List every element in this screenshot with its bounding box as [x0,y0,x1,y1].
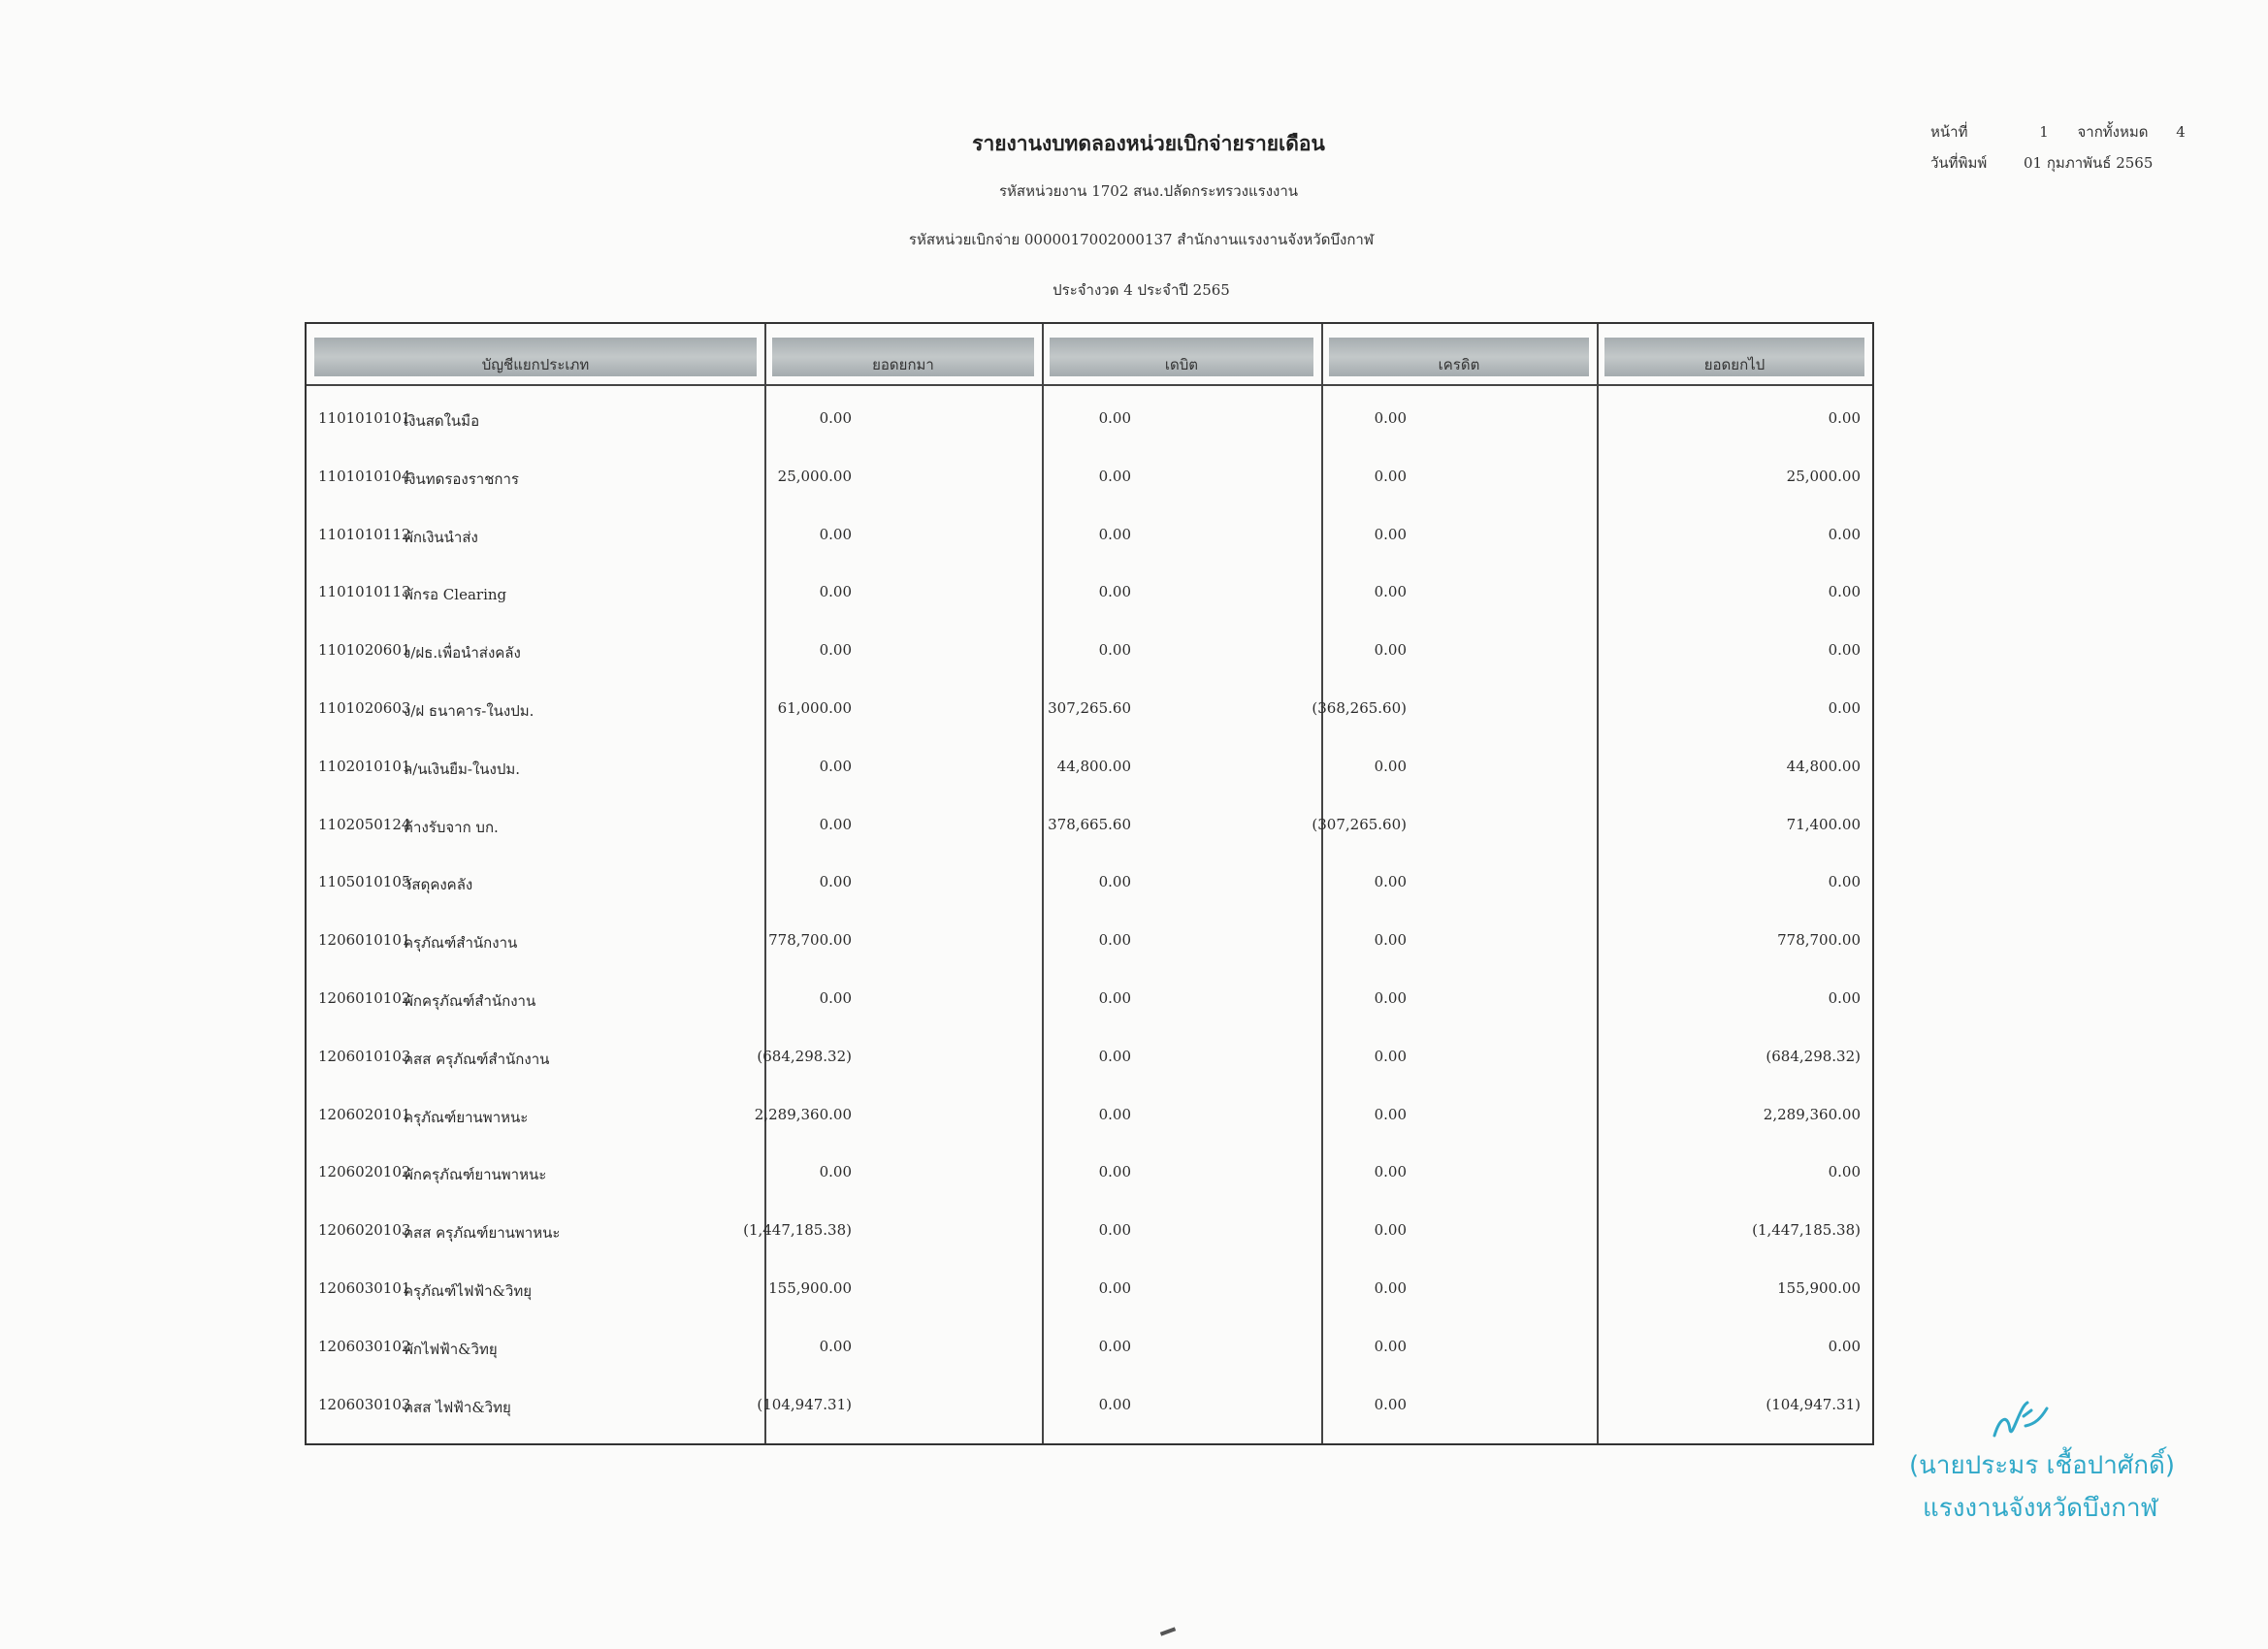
debit-amount: 0.00 [1098,468,1131,485]
account-code: 1206010101 [318,931,411,949]
credit-amount: 0.00 [1374,758,1407,775]
opening-balance: 0.00 [819,641,852,659]
opening-balance: 61,000.00 [777,699,852,717]
disbursing-unit-line: รหัสหน่วยเบิกจ่าย 0000017002000137 สำนักงานแรงงานจังหวัดบึงกาฬ [908,231,1375,248]
table-row [307,1106,1872,1145]
credit-amount: 0.00 [1374,931,1407,949]
table-row [307,989,1872,1028]
agency-line: รหัสหน่วยงาน 1702 สนง.ปลัดกระทรวงแรงงาน [998,182,1299,200]
closing-balance: 0.00 [1828,873,1861,890]
table-row [307,758,1872,796]
account-code: 1101010113 [318,583,411,600]
table-row [307,526,1872,565]
account-code: 1206010102 [318,989,411,1007]
debit-amount: 0.00 [1098,931,1131,949]
table-row [307,931,1872,970]
table-row [307,816,1872,855]
table-row [307,1048,1872,1086]
account-name: ครุภัณฑ์ยานพาหนะ [404,1109,529,1126]
credit-amount: 0.00 [1374,1048,1407,1065]
account-code: 1101020601 [318,641,411,659]
credit-amount: 0.00 [1374,1221,1407,1239]
debit-amount: 0.00 [1098,1163,1131,1180]
report-title: รายงานงบทดลองหน่วยเบิกจ่ายรายเดือน [972,131,1325,155]
account-code: 1101020603 [318,699,411,717]
debit-amount: 0.00 [1098,1396,1131,1413]
opening-balance: (104,947.31) [757,1396,852,1413]
opening-balance: 0.00 [819,1163,852,1180]
opening-balance: 0.00 [819,758,852,775]
print-date-label: วันที่พิมพ์ [1930,154,1988,172]
total-pages-label: จากทั้งหมด [2077,123,2149,141]
closing-balance: 155,900.00 [1777,1279,1861,1297]
debit-amount: 0.00 [1098,641,1131,659]
debit-amount: 0.00 [1098,1221,1131,1239]
table-row [307,699,1872,738]
table-row [307,583,1872,622]
debit-amount: 0.00 [1098,1338,1131,1355]
scan-artifact [1160,1627,1176,1635]
signatory-name: (นายประมร เชื้อปาศักดิ์) [1909,1451,2176,1480]
account-code: 1101010104 [318,468,411,485]
credit-amount: 0.00 [1374,468,1407,485]
credit-amount: 0.00 [1374,526,1407,543]
closing-balance: 0.00 [1828,989,1861,1007]
opening-balance: 25,000.00 [777,468,852,485]
account-name: เงินสดในมือ [404,412,480,430]
account-code: 1102010101 [318,758,411,775]
print-date: 01 กุมภาพันธ์ 2565 [2024,154,2154,172]
closing-balance: 0.00 [1828,526,1861,543]
account-name: ง/ฝธ.เพื่อนำส่งคลัง [404,644,521,662]
table-row [307,1279,1872,1318]
opening-balance: 0.00 [819,1338,852,1355]
account-code: 1206020102 [318,1163,411,1180]
table-row [307,468,1872,506]
page-number: 1 [2039,123,2049,141]
signature-block [1909,1410,2210,1527]
closing-balance: 2,289,360.00 [1763,1106,1861,1123]
closing-balance: 0.00 [1828,409,1861,427]
signature-mark [1987,1397,2055,1445]
debit-amount: 0.00 [1098,1048,1131,1065]
table-row [307,641,1872,680]
account-name: คสส ครุภัณฑ์สำนักงาน [404,1051,550,1068]
opening-balance: (1,447,185.38) [743,1221,852,1239]
opening-balance: 778,700.00 [768,931,852,949]
account-name: พักเงินนำส่ง [404,529,478,546]
debit-amount: 0.00 [1098,583,1131,600]
column-header-opening: ยอดยกมา [772,338,1034,376]
account-code: 1206020103 [318,1221,411,1239]
opening-balance: 155,900.00 [768,1279,852,1297]
account-code: 1206010103 [318,1048,411,1065]
table-row [307,1163,1872,1202]
table-row [307,1221,1872,1260]
credit-amount: (368,265.60) [1312,699,1407,717]
closing-balance: (1,447,185.38) [1752,1221,1861,1239]
debit-amount: 0.00 [1098,873,1131,890]
signatory-title: แรงงานจังหวัดบึงกาฬ [1923,1494,2158,1523]
account-name: ครุภัณฑ์ไฟฟ้า&วิทยุ [404,1282,533,1300]
account-name: พักไฟฟ้า&วิทยุ [404,1341,498,1358]
column-header-credit: เครดิต [1329,338,1589,376]
opening-balance: (684,298.32) [757,1048,852,1065]
closing-balance: 0.00 [1828,1338,1861,1355]
credit-amount: 0.00 [1374,873,1407,890]
debit-amount: 0.00 [1098,1279,1131,1297]
closing-balance: 71,400.00 [1786,816,1861,833]
table-row [307,1338,1872,1376]
credit-amount: 0.00 [1374,409,1407,427]
account-code: 1102050124 [318,816,411,833]
account-code: 1105010105 [318,873,411,890]
closing-balance: (104,947.31) [1766,1396,1861,1413]
table-row [307,873,1872,912]
account-name: วัสดุคงคลัง [404,876,473,893]
opening-balance: 2,289,360.00 [754,1106,852,1123]
credit-amount: (307,265.60) [1312,816,1407,833]
credit-amount: 0.00 [1374,1279,1407,1297]
credit-amount: 0.00 [1374,1396,1407,1413]
credit-amount: 0.00 [1374,641,1407,659]
opening-balance: 0.00 [819,409,852,427]
account-name: เงินทดรองราชการ [404,470,519,488]
opening-balance: 0.00 [819,989,852,1007]
credit-amount: 0.00 [1374,1338,1407,1355]
debit-amount: 0.00 [1098,1106,1131,1123]
account-code: 1206030101 [318,1279,411,1297]
account-name: ล/นเงินยืม-ในงปม. [404,760,521,778]
closing-balance: 0.00 [1828,583,1861,600]
header-rule [307,384,1872,386]
page-label: หน้าที่ [1930,123,1968,141]
debit-amount: 44,800.00 [1056,758,1131,775]
closing-balance: 778,700.00 [1777,931,1861,949]
credit-amount: 0.00 [1374,1163,1407,1180]
report-header [0,128,2268,302]
account-code: 1206030103 [318,1396,411,1413]
account-name: ค้างรับจาก บก. [404,819,499,836]
credit-amount: 0.00 [1374,583,1407,600]
account-name: ง/ฝ ธนาคาร-ในงปม. [404,702,535,720]
column-header-closing: ยอดยกไป [1604,338,1864,376]
closing-balance: 25,000.00 [1786,468,1861,485]
debit-amount: 378,665.60 [1048,816,1131,833]
closing-balance: 0.00 [1828,1163,1861,1180]
column-header-debit: เดบิต [1050,338,1313,376]
opening-balance: 0.00 [819,816,852,833]
trial-balance-table [305,322,1874,1445]
account-name: พักครุภัณฑ์สำนักงาน [404,992,536,1010]
closing-balance: (684,298.32) [1766,1048,1861,1065]
opening-balance: 0.00 [819,526,852,543]
credit-amount: 0.00 [1374,1106,1407,1123]
opening-balance: 0.00 [819,583,852,600]
debit-amount: 0.00 [1098,526,1131,543]
credit-amount: 0.00 [1374,989,1407,1007]
debit-amount: 0.00 [1098,409,1131,427]
total-pages: 4 [2176,123,2186,141]
closing-balance: 0.00 [1828,641,1861,659]
table-row [307,1396,1872,1435]
table-row [307,409,1872,448]
column-header-account: บัญชีแยกประเภท [314,338,757,376]
account-code: 1206020101 [318,1106,411,1123]
account-name: ครุภัณฑ์สำนักงาน [404,934,518,952]
account-code: 1101010101 [318,409,411,427]
account-name: คสส ครุภัณฑ์ยานพาหนะ [404,1224,561,1242]
account-name: พักรอ Clearing [404,586,507,603]
account-code: 1206030102 [318,1338,411,1355]
account-code: 1101010112 [318,526,411,543]
closing-balance: 0.00 [1828,699,1861,717]
opening-balance: 0.00 [819,873,852,890]
period-line: ประจำงวด 4 ประจำปี 2565 [1053,281,1230,299]
debit-amount: 0.00 [1098,989,1131,1007]
account-name: พักครุภัณฑ์ยานพาหนะ [404,1166,547,1183]
debit-amount: 307,265.60 [1048,699,1131,717]
account-name: คสส ไฟฟ้า&วิทยุ [404,1399,511,1416]
closing-balance: 44,800.00 [1786,758,1861,775]
